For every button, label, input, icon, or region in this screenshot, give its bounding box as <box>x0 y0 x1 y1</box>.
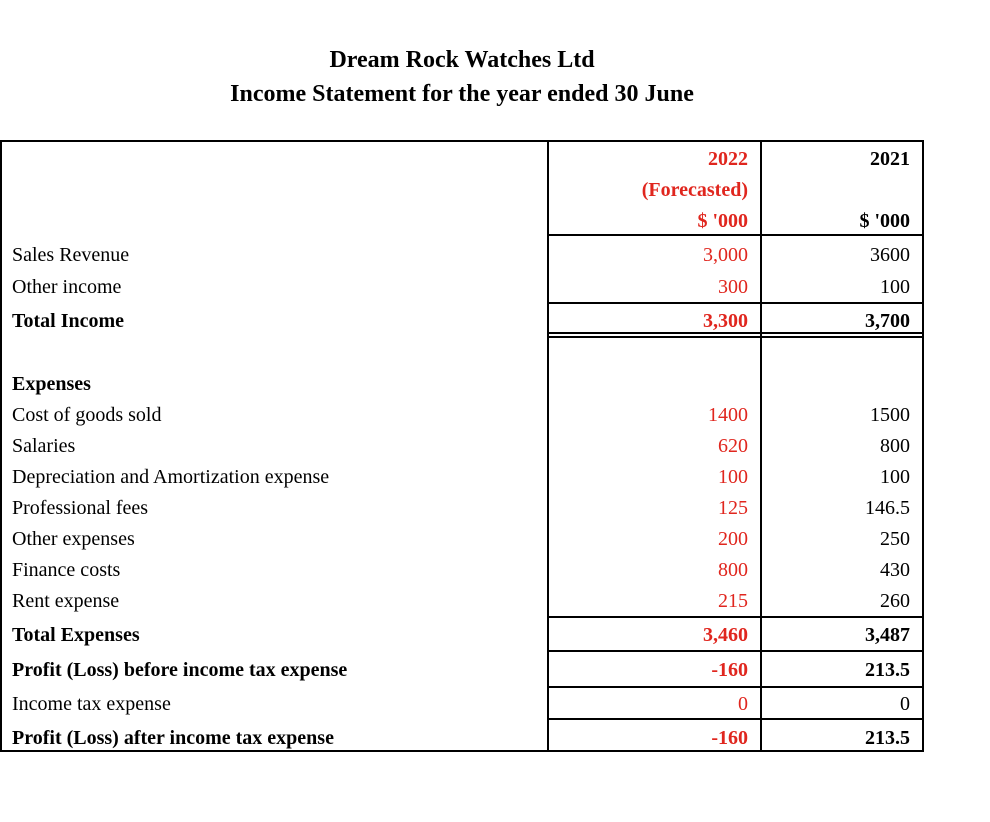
rule-above-profit-after <box>547 718 924 720</box>
header-2022-unit: $ '000 <box>697 210 748 232</box>
statement-title: Income Statement for the year ended 30 June <box>230 81 694 107</box>
value-2021-salaries: 800 <box>880 435 910 457</box>
value-2022-profit-after-tax: -160 <box>711 727 748 749</box>
expenses-heading: Expenses <box>12 373 91 395</box>
row-label-other-expenses: Other expenses <box>12 528 135 550</box>
company-name: Dream Rock Watches Ltd <box>329 47 595 73</box>
rule-below-total-income-2 <box>547 336 924 338</box>
value-2021-total-expenses: 3,487 <box>865 624 910 646</box>
header-2022-note: (Forecasted) <box>641 179 748 201</box>
header-2021-unit: $ '000 <box>859 210 910 232</box>
rule-under-header <box>547 234 924 236</box>
value-2022-salaries: 620 <box>718 435 748 457</box>
value-2022-sales-revenue: 3,000 <box>703 244 748 266</box>
table-border-right <box>922 140 924 752</box>
row-label-rent-expense: Rent expense <box>12 590 120 612</box>
row-label-income-tax: Income tax expense <box>12 693 171 715</box>
rule-above-total-income <box>547 302 924 304</box>
value-2022-other-income: 300 <box>718 276 748 298</box>
value-2022-total-expenses: 3,460 <box>703 624 748 646</box>
rule-above-total-expenses <box>547 616 924 618</box>
row-label-other-income: Other income <box>12 276 122 298</box>
row-label-sales-revenue: Sales Revenue <box>12 244 130 266</box>
row-label-profit-after-tax: Profit (Loss) after income tax expense <box>12 727 334 749</box>
value-2021-professional-fees: 146.5 <box>865 497 910 519</box>
value-2021-total-income: 3,700 <box>865 310 910 332</box>
row-label-finance-costs: Finance costs <box>12 559 121 581</box>
value-2022-depreciation: 100 <box>718 466 748 488</box>
header-2022-year: 2022 <box>708 148 748 170</box>
value-2022-other-expenses: 200 <box>718 528 748 550</box>
value-2021-finance-costs: 430 <box>880 559 910 581</box>
row-label-cost-of-goods-sold: Cost of goods sold <box>12 404 162 426</box>
value-2021-other-expenses: 250 <box>880 528 910 550</box>
value-2022-rent-expense: 215 <box>718 590 748 612</box>
rule-above-profit-before <box>547 650 924 652</box>
value-2022-cost-of-goods-sold: 1400 <box>708 404 748 426</box>
row-label-salaries: Salaries <box>12 435 76 457</box>
value-2021-rent-expense: 260 <box>880 590 910 612</box>
rule-above-income-tax <box>547 686 924 688</box>
row-label-professional-fees: Professional fees <box>12 497 149 519</box>
table-border-left <box>0 140 2 752</box>
table-border-bottom <box>0 750 924 752</box>
column-separator-2 <box>760 140 762 752</box>
value-2021-sales-revenue: 3600 <box>870 244 910 266</box>
value-2022-total-income: 3,300 <box>703 310 748 332</box>
value-2021-depreciation: 100 <box>880 466 910 488</box>
value-2021-profit-after-tax: 213.5 <box>865 727 910 749</box>
value-2021-cost-of-goods-sold: 1500 <box>870 404 910 426</box>
value-2022-finance-costs: 800 <box>718 559 748 581</box>
table-border-top <box>0 140 924 142</box>
value-2021-profit-before-tax: 213.5 <box>865 659 910 681</box>
value-2021-income-tax: 0 <box>900 693 910 715</box>
row-label-depreciation: Depreciation and Amortization expense <box>12 466 330 488</box>
value-2022-professional-fees: 125 <box>718 497 748 519</box>
row-label-profit-before-tax: Profit (Loss) before income tax expense <box>12 659 348 681</box>
row-label-total-income: Total Income <box>12 310 125 332</box>
header-2021-year: 2021 <box>870 148 910 170</box>
value-2022-income-tax: 0 <box>738 693 748 715</box>
value-2022-profit-before-tax: -160 <box>711 659 748 681</box>
value-2021-other-income: 100 <box>880 276 910 298</box>
row-label-total-expenses: Total Expenses <box>12 624 140 646</box>
column-separator-1 <box>547 140 549 752</box>
